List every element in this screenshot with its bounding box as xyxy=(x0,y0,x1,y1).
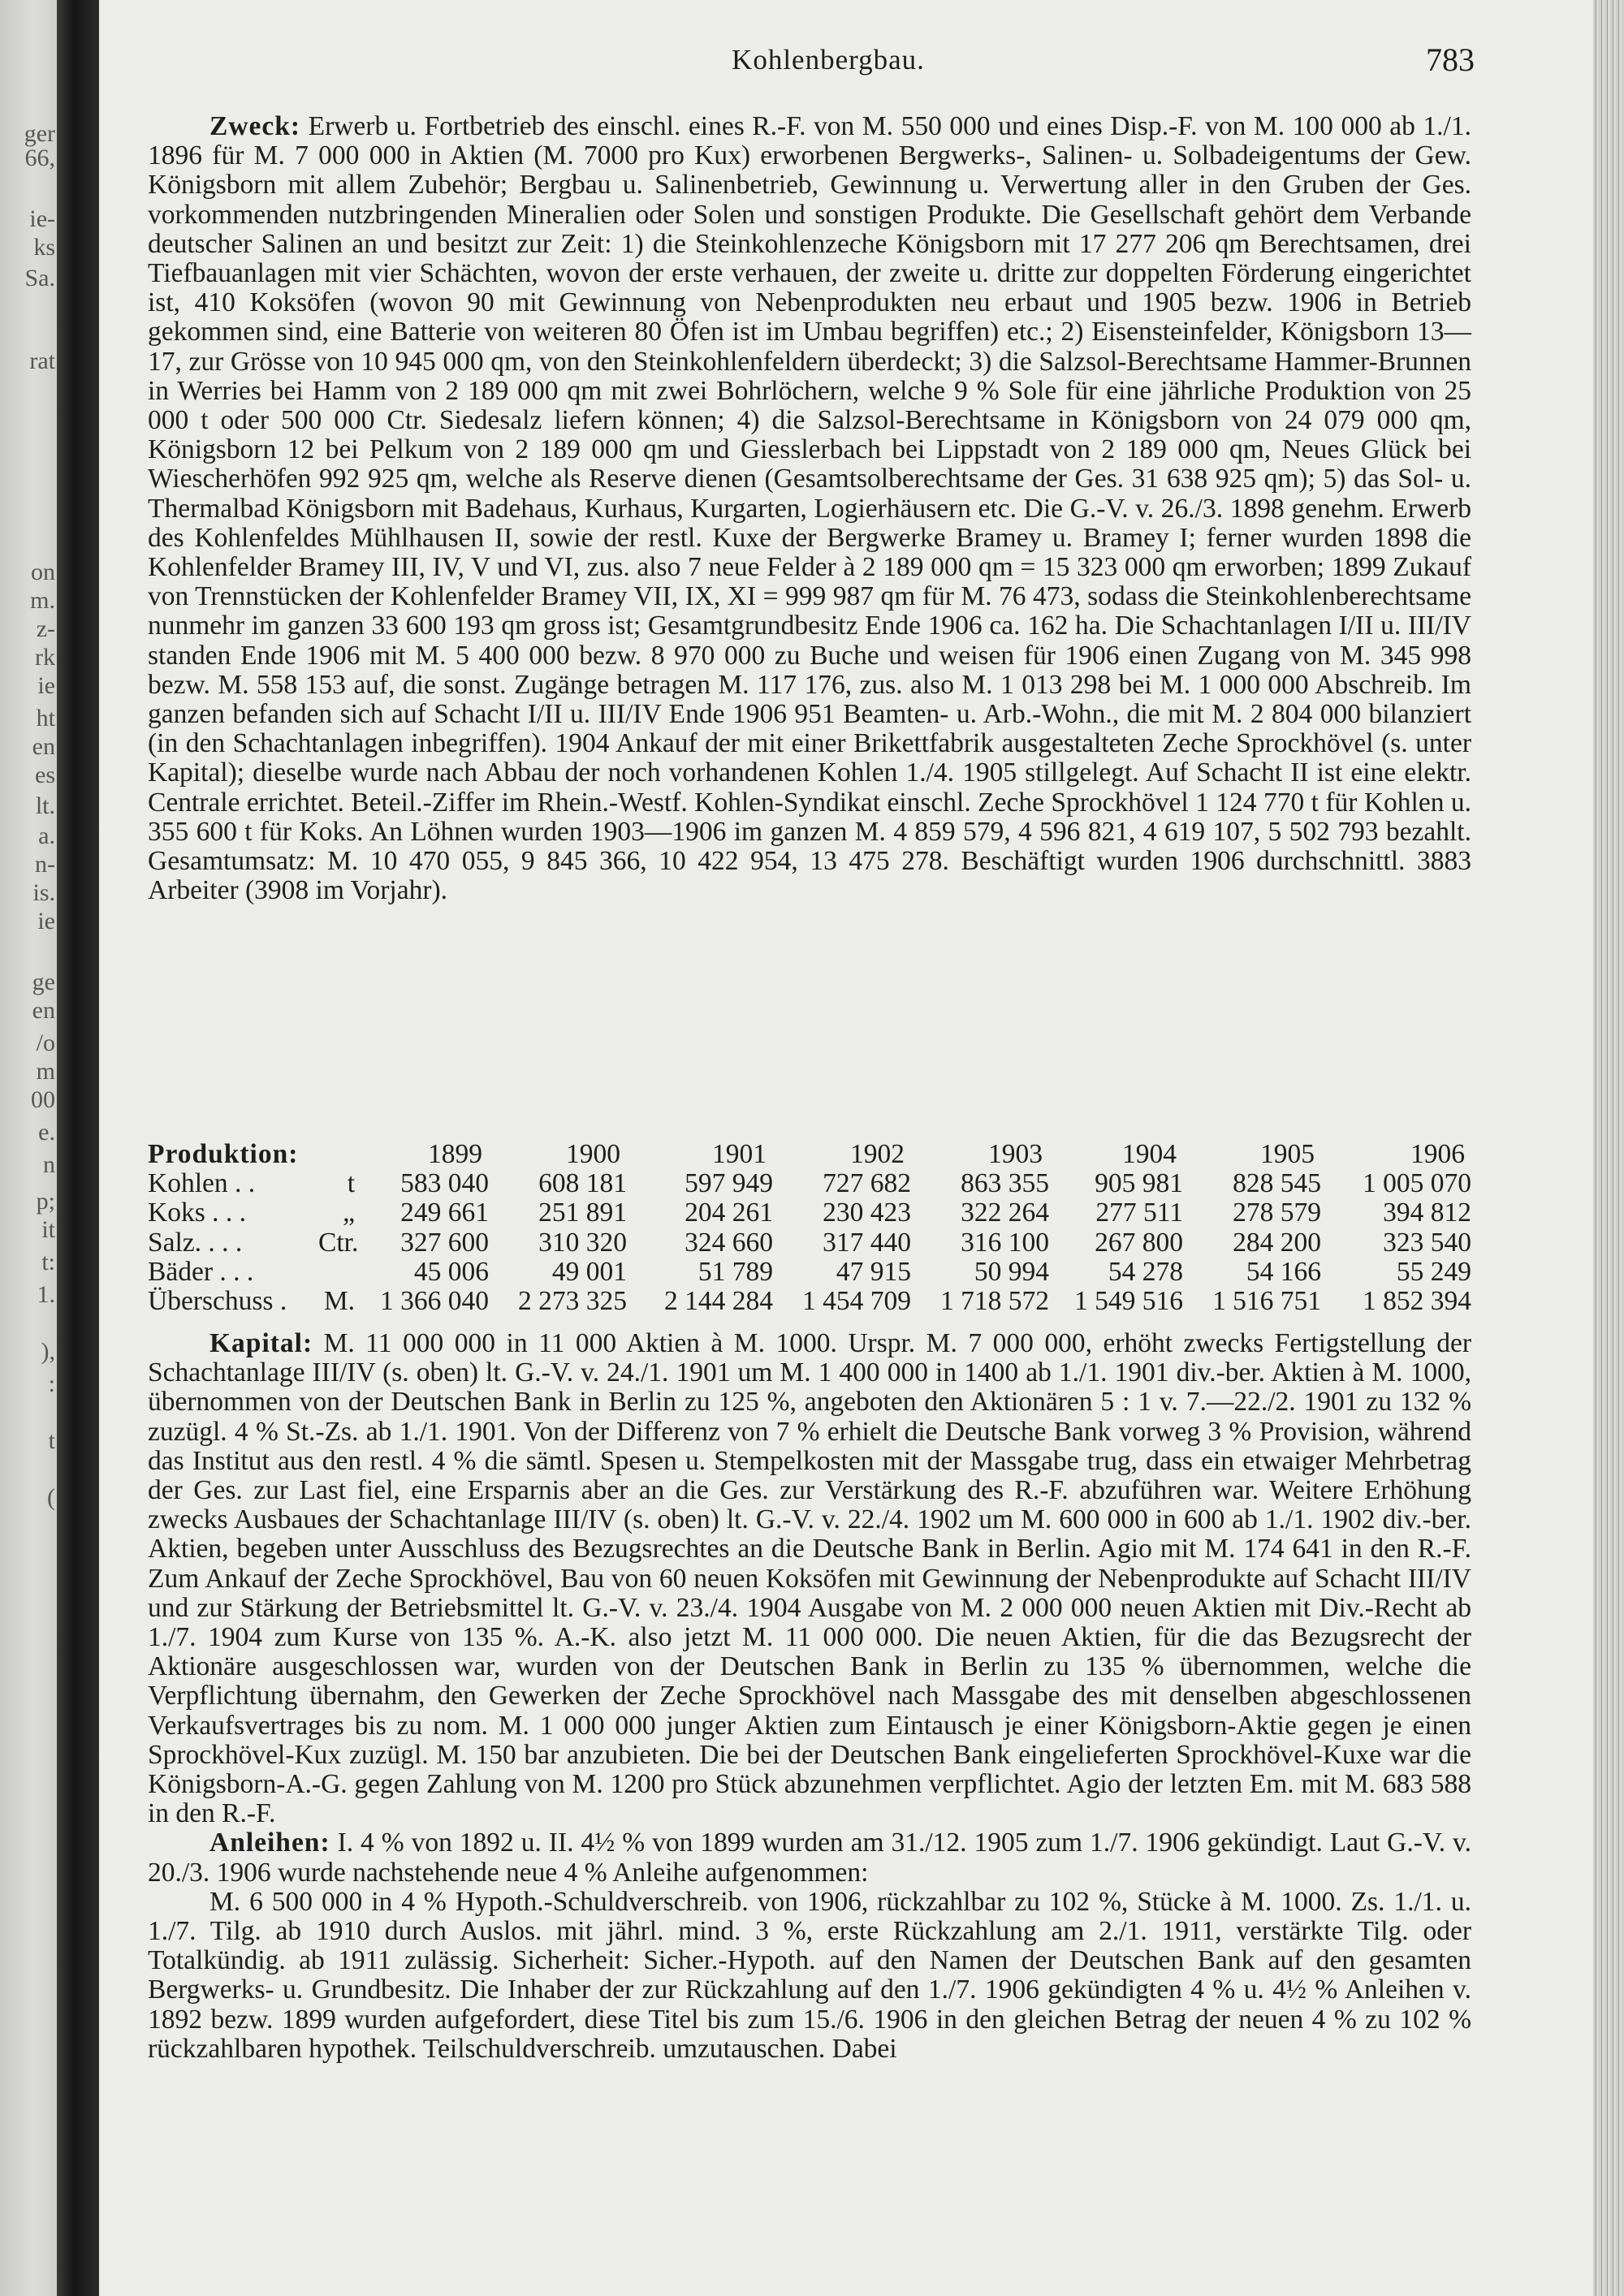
table-cell: 55 249 xyxy=(1396,1256,1471,1287)
table-cell: 54 278 xyxy=(1108,1256,1183,1287)
table-cell: 1 852 394 xyxy=(1363,1286,1471,1317)
margin-fragment: es xyxy=(35,762,55,788)
table-cell: 230 423 xyxy=(823,1198,911,1228)
table-cell: 1 366 040 xyxy=(380,1286,489,1317)
page-edge xyxy=(1593,0,1624,2296)
table-cell: 284 200 xyxy=(1233,1227,1321,1258)
table-cell: 317 440 xyxy=(823,1227,911,1258)
table-row xyxy=(148,1228,1471,1258)
year-header: 1904 xyxy=(1122,1139,1177,1169)
table-cell: 45 006 xyxy=(413,1256,489,1287)
margin-fragment: p; xyxy=(36,1188,55,1215)
row-unit xyxy=(318,1258,363,1287)
margin-fragment: t xyxy=(48,1427,55,1454)
margin-fragment: 1. xyxy=(37,1281,55,1308)
margin-fragment: en xyxy=(32,997,55,1024)
kapital-body: M. 11 000 000 in 11 000 Aktien à M. 1000. Urspr. M. 7 000 000, erhöht zwecks Fertigstellung der Schachtanlage III/IV (s. oben) lt. G.-V. v. 24./1. 1901 um M. 1 400 000 in 1400 ab 1./1. 1901 div.-ber. Aktien à M. 1000, übernommen von der Deutschen Bank in Berlin zu 125 %, angeboten den Aktionären 5 : 1 v. 7.—22./2. 1901 zu 132 % zuzügl. 4 % St.-Zs. ab 1./1. 1901. Von der Differenz von 7 % erhielt die Deutsche Bank vorweg 3 % Provision, während das Institut aus den restl. 4 % die sämtl. Spesen u. Stempelkosten mit der Massgabe trug, dass ein etwaiger Mehrbetrag der Ges. zur Last fiel, eine Ersparnis aber an die Ges. zur Verstärkung des R.-F. abzuführen war. Weitere Erhöhung zwecks Ausbaues der Schachtanlage III/IV (s. oben) lt. G.-V. v. 22./4. 1902 um M. 600 000 in 600 ab 1./1. 1902 div.-ber. Aktien, begeben unter Ausschluss des Bezugsrechtes an die Deutsche Bank in Berlin. Agio mit M. 174 641 in den R.-F. Zum Ankauf der Zeche Sprockhövel, Bau von 60 neuen Koksöfen mit Gewinnung der Nebenprodukte auf Schacht III/IV und zur Stärkung der Betriebsmittel lt. G.-V. v. 23./4. 1904 Ausgabe von M. 2 000 000 neuen Aktien mit Div.-Recht ab 1./7. 1904 zum Kurse von 135 %. A.-K. also jetzt M. 11 000 000. Die neuen Aktien, für die das Bezugsrecht der Aktionäre ausgeschlossen war, wurden von der Deutschen Bank in Berlin zu 135 % übernommen, welche die Verpflichtung übernahm, den Gewerken der Zeche Sprockhövel nach Massgabe des mit denselben abgeschlossenen Verkaufsvertrages bis zu nom. M. 1 000 000 junger Aktien zum Eintausch je einer Königsborn-Aktie gegen je einen Sprockhövel-Kux zuzügl. M. 150 bar anzubieten. Die bei der Deutschen Bank eingelieferten Sprockhövel-Kuxe war die Königsborn-A.-G. gegen Zahlung von M. 1200 pro Stück abzunehmen verpflichtet. Agio der letzten Em. mit M. 683 588 in den R.-F. xyxy=(148,1328,1471,1829)
row-label: Koks . . . xyxy=(148,1198,246,1228)
table-cell: 828 545 xyxy=(1233,1168,1321,1199)
margin-fragment: ie xyxy=(37,908,55,934)
margin-fragment: rk xyxy=(35,644,55,671)
table-cell: 277 511 xyxy=(1095,1198,1183,1228)
table-cell: 608 181 xyxy=(538,1168,627,1199)
table-cell: 324 660 xyxy=(685,1227,773,1258)
section-kapital xyxy=(148,1329,1471,2064)
margin-fragment: /o xyxy=(36,1029,55,1056)
row-unit: Ctr. xyxy=(318,1227,359,1258)
table-cell: 1 516 751 xyxy=(1212,1286,1321,1317)
row-unit: „ xyxy=(343,1198,355,1228)
margin-fragment: n xyxy=(43,1151,55,1178)
table-cell: 249 661 xyxy=(400,1198,489,1228)
table-row xyxy=(148,1198,1471,1228)
table-cell: 322 264 xyxy=(961,1198,1049,1228)
margin-fragment: n- xyxy=(35,851,55,878)
margin-fragment: ger xyxy=(24,120,55,147)
margin-fragment: z- xyxy=(36,615,55,642)
table-cell: 49 001 xyxy=(551,1256,627,1287)
year-header: 1899 xyxy=(428,1139,482,1169)
book-binding-shadow xyxy=(57,0,99,2296)
table-cell: 278 579 xyxy=(1233,1198,1321,1228)
section-label-produktion: Produktion: xyxy=(148,1139,299,1169)
margin-fragment: a. xyxy=(38,822,55,849)
running-title: Kohlenbergbau. xyxy=(732,44,925,76)
table-cell: 327 600 xyxy=(400,1227,489,1258)
produktion-header-row xyxy=(148,1140,1471,1169)
margin-fragment: 66, xyxy=(24,145,55,171)
table-cell: 267 800 xyxy=(1095,1227,1183,1258)
margin-fragment: 00 xyxy=(31,1086,55,1113)
margin-fragment: lt. xyxy=(35,792,55,819)
margin-fragment: ht xyxy=(36,705,55,732)
table-cell: 2 144 284 xyxy=(664,1286,773,1317)
margin-fragment: ge xyxy=(32,969,55,995)
margin-fragment: ie- xyxy=(29,205,55,232)
margin-fragment: ), xyxy=(41,1338,55,1365)
table-cell: 394 812 xyxy=(1383,1198,1471,1228)
table-cell: 905 981 xyxy=(1095,1168,1183,1199)
margin-fragment: en xyxy=(32,733,55,760)
margin-fragment: ks xyxy=(33,234,55,261)
margin-fragment: rat xyxy=(29,347,55,374)
section-label-anleihen: Anleihen: xyxy=(209,1828,330,1858)
table-cell: 51 789 xyxy=(698,1256,773,1287)
margin-fragment: ( xyxy=(47,1484,55,1511)
table-cell: 727 682 xyxy=(823,1168,911,1199)
margin-fragment: it xyxy=(41,1216,55,1243)
section-label-zweck: Zweck: xyxy=(209,111,301,141)
margin-fragment: Sa. xyxy=(24,265,55,291)
table-row xyxy=(148,1258,1471,1287)
year-header: 1900 xyxy=(566,1139,620,1169)
table-row xyxy=(148,1169,1471,1198)
row-label: Kohlen . . xyxy=(148,1168,256,1199)
margin-fragment: : xyxy=(48,1370,55,1397)
table-cell: 1 718 572 xyxy=(940,1286,1049,1317)
row-unit: t xyxy=(347,1168,355,1199)
section-label-kapital: Kapital: xyxy=(209,1328,313,1358)
page-number: 783 xyxy=(1426,41,1475,78)
table-cell: 1 005 070 xyxy=(1363,1168,1471,1199)
table-cell: 316 100 xyxy=(961,1227,1049,1258)
table-cell: 47 915 xyxy=(836,1256,911,1287)
table-cell: 54 166 xyxy=(1246,1256,1321,1287)
row-label: Überschuss . xyxy=(148,1286,287,1317)
year-header: 1902 xyxy=(850,1139,905,1169)
year-header: 1905 xyxy=(1260,1139,1315,1169)
margin-fragment: is. xyxy=(32,879,55,906)
section-zweck xyxy=(148,112,1471,905)
year-header: 1903 xyxy=(988,1139,1043,1169)
table-cell: 2 273 325 xyxy=(518,1286,627,1317)
zweck-body: Erwerb u. Fortbetrieb des einschl. eines R.-F. von M. 550 000 und eines Disp.-F. von M. 100 000 ab 1./1. 1896 für M. 7 000 000 in Aktien (M. 7000 pro Kux) erworbenen Bergwerks-, Salinen- u. Solbadeigentums der Gew. Königsborn mit allem Zubehör; Bergbau u. Salinenbetrieb, Gewinnung u. Verwertung aller in den Gruben der Ges. vorkommenden nutzbringenden Mineralien oder Solen und sonstigen Produkte. Die Gesellschaft gehört dem Verbande deutscher Salinen an und besitzt zur Zeit: 1) die Steinkohlenzeche Königsborn mit 17 277 206 qm Berechtsamen, drei Tiefbauanlagen mit vier Schächten, wovon der erste verhauen, der zweite u. dritte zur doppelten Förderung eingerichtet ist, 410 Koksöfen (wovon 90 mit Gewinnung von Nebenprodukten neu erbaut und 1905 bezw. 1906 in Betrieb gekommen sind, eine Batterie von weiteren 80 Öfen ist im Umbau begriffen) etc.; 2) Eisensteinfelder, Königsborn 13—17, zur Grösse von 10 945 000 qm, von den Steinkohlenfeldern überdeckt; 3) die Salzsol-Berechtsame Hammer-Brunnen in Werries bei Hamm von 2 189 000 qm mit zwei Bohrlöchern, welche 9 % Sole für eine jährliche Produktion von 25 000 t oder 500 000 Ctr. Siedesalz liefern können; 4) die Salzsol-Berechtsame in Königsborn von 24 079 000 qm, Königsborn 12 bei Pelkum von 2 189 000 qm und Giesslerbach bei Lippstadt von 2 189 000 qm, Neues Glück bei Wiescherhöfen 992 925 qm, welche als Reserve dienen (Gesamtsolberechtsame der Ges. 31 638 925 qm); 5) das Sol- u. Thermalbad Königsborn mit Badehaus, Kurhaus, Kurgarten, Logierhäusern etc. Die G.-V. v. 26./3. 1898 genehm. Erwerb des Kohlenfeldes Mühlhausen II, sowie der restl. Kuxe der Bergwerke Bramey u. Bramey I; ferner wurden 1898 die Kohlenfelder Bramey III, IV, V und VI, zus. also 7 neue Felder à 2 189 000 qm = 15 323 000 qm erworben; 1899 Zukauf von Trennstücken der Kohlenfelder Bramey VII, IX, XI = 999 987 qm für M. 76 473, sodass die Steinkohlenberechtsame nunmehr im ganzen 33 600 193 qm gross ist; Gesamtgrundbesitz Ende 1906 ca. 162 ha. Die Schachtanlagen I/II u. III/IV standen Ende 1906 mit M. 5 400 000 bezw. 8 970 000 zu Buche und weisen für 1906 einen Zugang von M. 345 998 bezw. M. 558 153 auf, die sonst. Zugänge betragen M. 117 176, zus. also M. 1 013 298 bei M. 1 000 000 Abschreib. Im ganzen befanden sich auf Schacht I/II u. III/IV Ende 1906 951 Beamten- u. Arb.-Wohn., die mit M. 2 804 000 bilanziert (in den Schachtanlagen inbegriffen). 1904 Ankauf der mit einer Brikettfabrik ausgestalteten Zeche Sprockhövel (s. unter Kapital); dieselbe wurde nach Abbau der noch vorhandenen Kohlen 1./4. 1905 stillgelegt. Auf Schacht II ist eine elektr. Centrale errichtet. Beteil.-Ziffer im Rhein.-Westf. Kohlen-Syndikat einschl. Zeche Sprockhövel 1 124 770 t für Kohlen u. 355 600 t für Koks. An Löhnen wurden 1903—1906 im ganzen M. 4 859 579, 4 596 821, 4 619 107, 5 502 793 bezahlt. Gesamtumsatz: M. 10 470 055, 9 845 366, 10 422 954, 13 475 278. Beschäftigt wurden 1906 durchschnittl. 3883 Arbeiter (3908 im Vorjahr). xyxy=(148,111,1471,906)
table-cell: 597 949 xyxy=(685,1168,773,1199)
table-cell: 583 040 xyxy=(400,1168,489,1199)
margin-fragment: e. xyxy=(38,1119,55,1146)
margin-fragment: ie xyxy=(37,672,55,699)
table-cell: 251 891 xyxy=(538,1198,627,1228)
table-cell: 1 454 709 xyxy=(802,1286,911,1317)
anleihen-terms: M. 6 500 000 in 4 % Hypoth.-Schuldverschreib. von 1906, rückzahlbar zu 102 %, Stücke à M. 1000. Zs. 1./1. u. 1./7. Tilg. ab 1910 durch Auslos. mit jährl. mind. 3 %, erste Rückzahlung am 2./1. 1911, verstärkte Tilg. oder Totalkündig. ab 1911 zulässig. Sicherheit: Sicher.-Hypoth. auf den Namen der Deutschen Bank auf den gesamten Bergwerks- u. Grundbesitz. Die Inhaber der zur Rückzahlung auf den 1./7. 1906 gekündigten 4 % u. 4½ % Anleihen v. 1892 bezw. 1899 wurden aufgefordert, diese Titel bis zum 15./6. 1906 in den gleichen Betrag der neuen 4 % zu 102 % rückzahlbaren hypothek. Teilschuldverschreib. umzutauschen. Dabei xyxy=(148,1886,1471,2064)
table-cell: 1 549 516 xyxy=(1074,1286,1183,1317)
table-cell: 50 994 xyxy=(974,1256,1049,1287)
margin-fragment: t: xyxy=(41,1249,55,1275)
margin-fragment: on xyxy=(31,559,55,585)
margin-fragment: m. xyxy=(30,587,55,614)
produktion-table xyxy=(148,1140,1471,1316)
table-cell: 323 540 xyxy=(1383,1227,1471,1258)
anleihen-body: I. 4 % von 1892 u. II. 4½ % von 1899 wurden am 31./12. 1905 zum 1./7. 1906 gekündigt. Laut G.-V. v. 20./3. 1906 wurde nachstehende neue 4 % Anleihe aufgenommen: xyxy=(148,1828,1472,1888)
margin-fragment: m xyxy=(36,1058,55,1085)
row-label: Bäder . . . xyxy=(148,1256,254,1287)
table-cell: 310 320 xyxy=(538,1227,627,1258)
year-header: 1906 xyxy=(1410,1139,1465,1169)
row-unit: M. xyxy=(323,1286,355,1317)
table-cell: 863 355 xyxy=(961,1168,1049,1199)
row-label: Salz. . . . xyxy=(148,1227,243,1258)
previous-page-margin xyxy=(0,0,57,2296)
table-row xyxy=(148,1287,1471,1316)
table-cell: 204 261 xyxy=(685,1198,773,1228)
year-header: 1901 xyxy=(712,1139,767,1169)
